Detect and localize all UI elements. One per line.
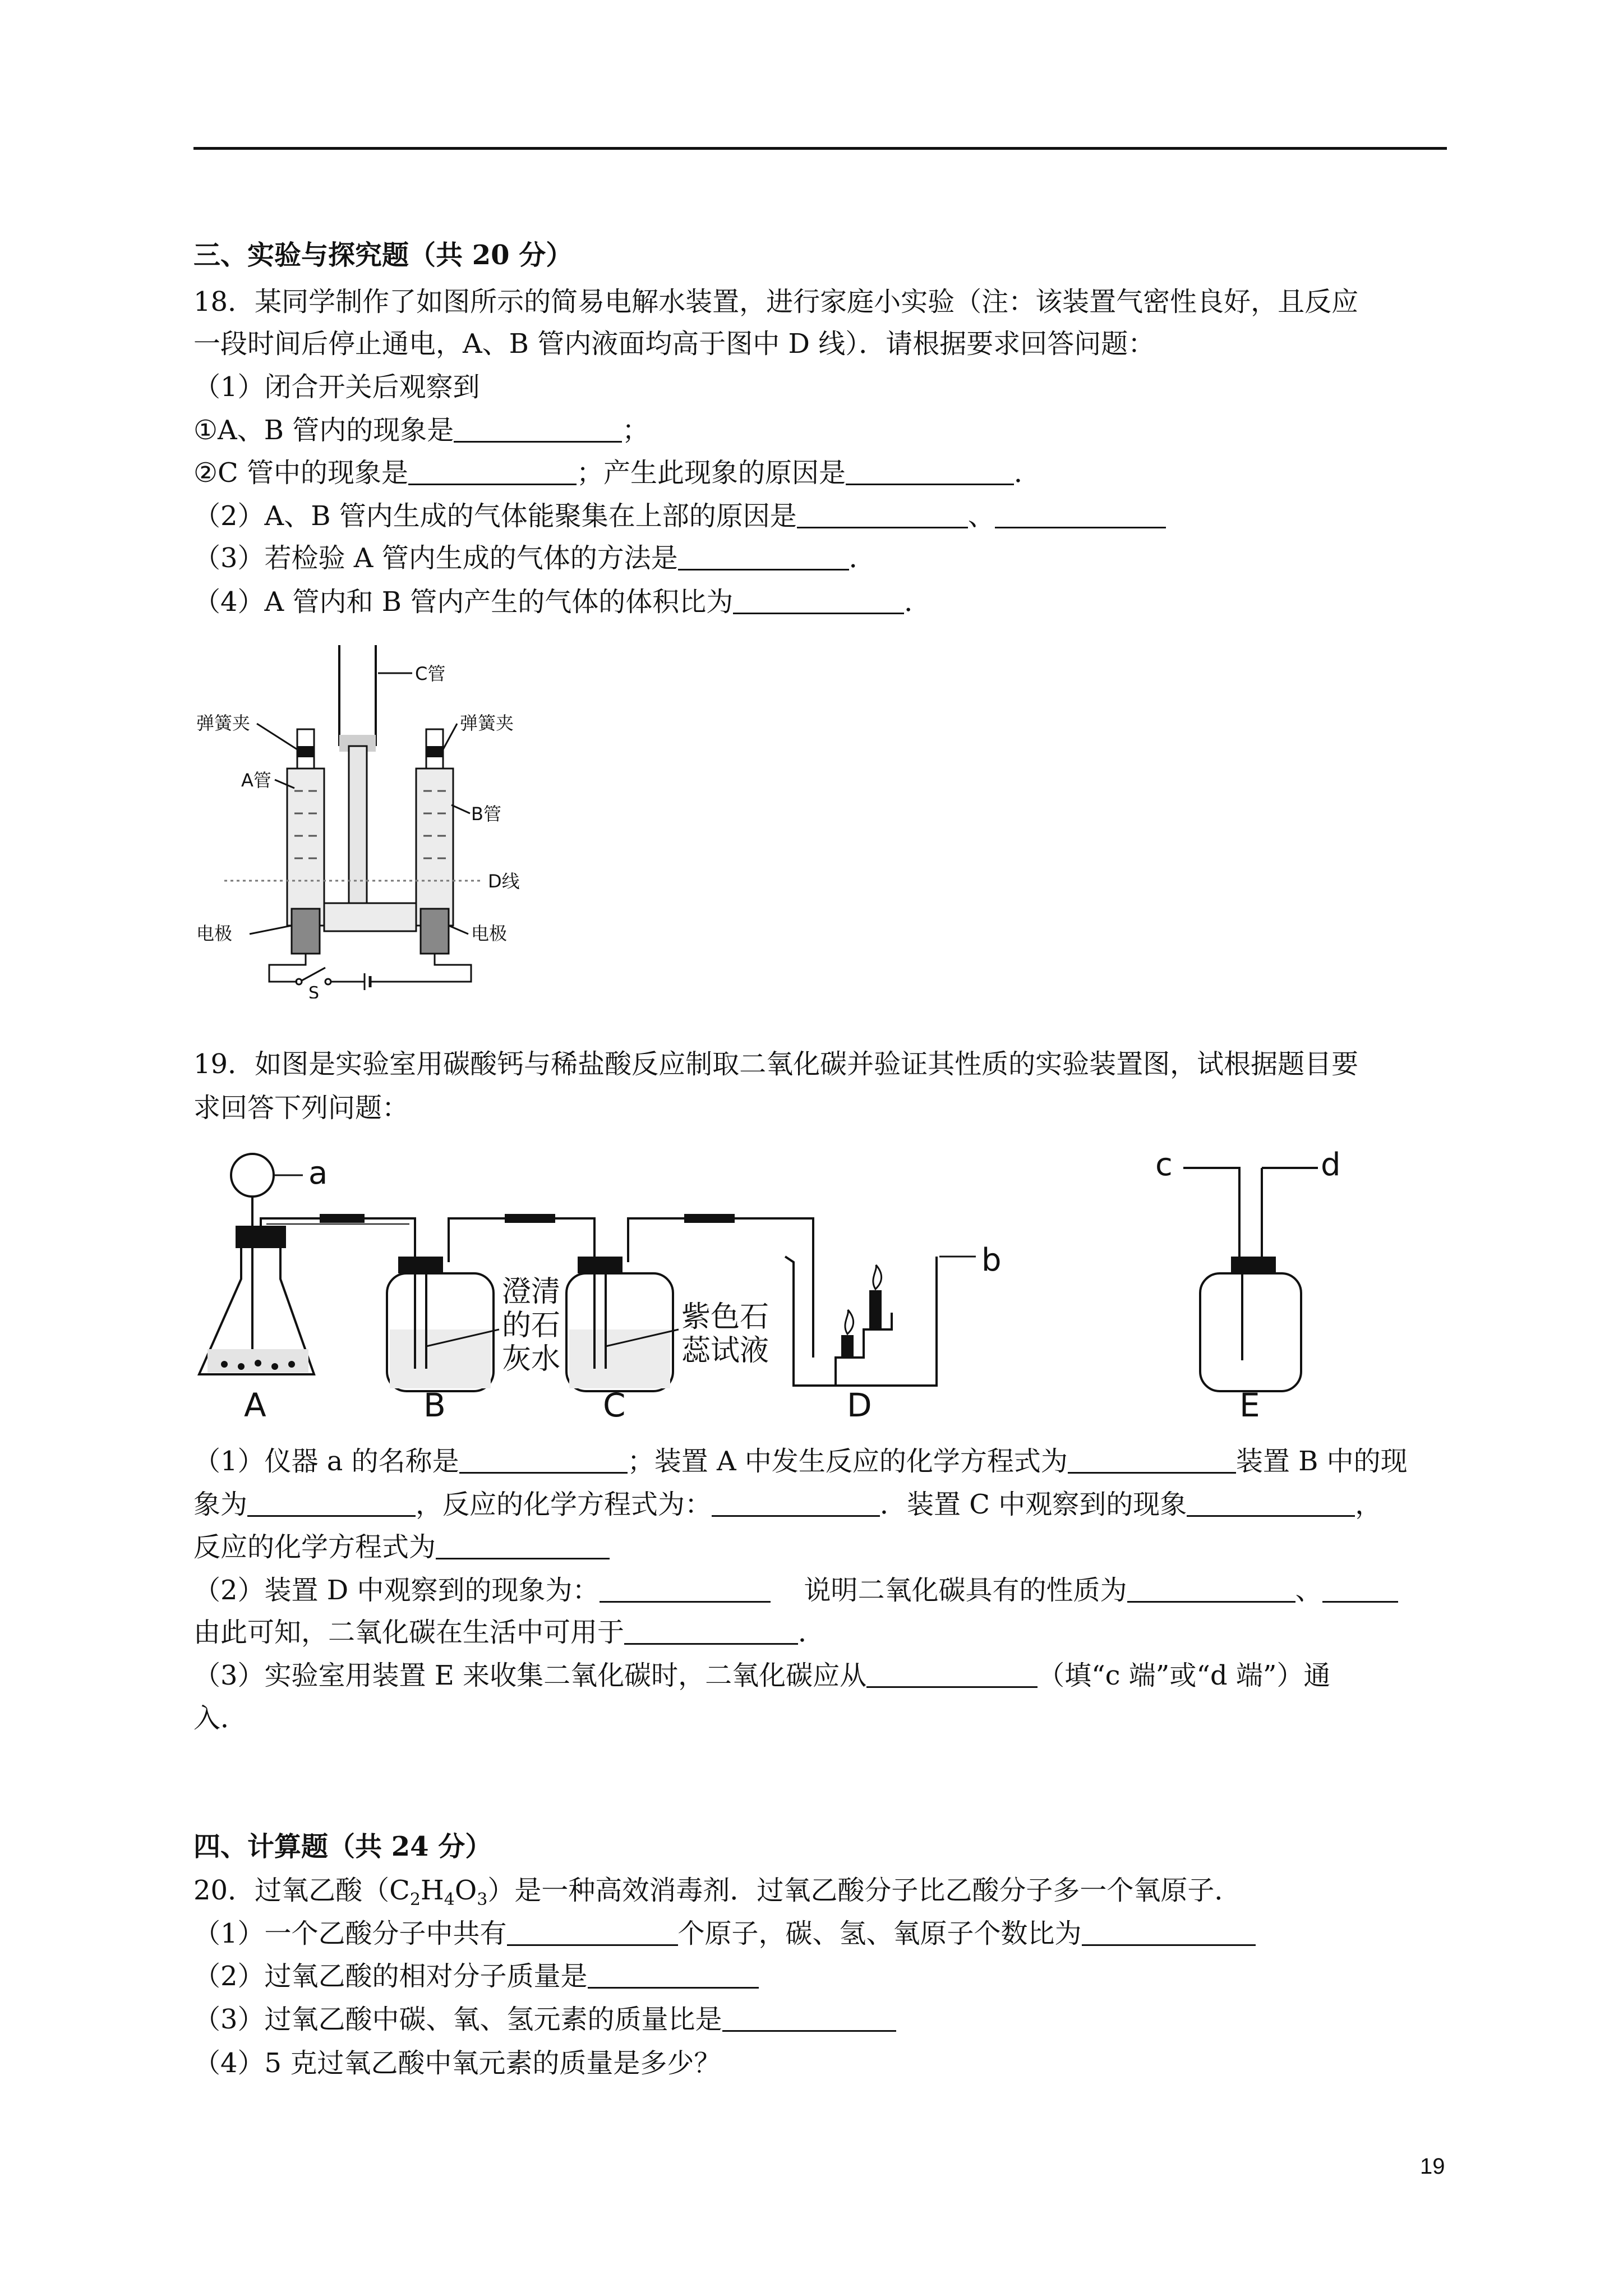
answer-blank[interactable] xyxy=(600,1576,771,1603)
co2-apparatus-figure xyxy=(191,1144,1481,1436)
q18-part2 xyxy=(193,499,1166,533)
q18-intro-line2: 一段时间后停止通电，A、B 管内液面均高于图中 D 线）．请根据要求回答问题： xyxy=(193,328,1155,360)
q20-part1-mid: 个原子，碳、氢、氧原子个数比为 xyxy=(677,1918,1082,1949)
electrode-left-label: 电极 xyxy=(196,923,233,944)
q19-line2-end: ， xyxy=(1355,1489,1382,1520)
q18-part4 xyxy=(193,585,931,619)
c-tube-label: C管 xyxy=(415,663,446,684)
answer-blank[interactable] xyxy=(1187,1490,1355,1517)
electrode-right-label: 电极 xyxy=(471,923,508,944)
b-liquid-line3: 灰水 xyxy=(502,1342,561,1376)
answer-blank[interactable] xyxy=(588,1962,759,1989)
answer-blank[interactable] xyxy=(1082,1920,1256,1946)
formula-sub: 4 xyxy=(444,1890,455,1910)
c-liquid-line1: 紫色石 xyxy=(681,1300,769,1334)
q20-part1 xyxy=(193,1917,1256,1950)
q18-part1a xyxy=(193,413,649,447)
q20-intro-text: 20．过氧乙酸（C xyxy=(193,1875,410,1906)
caption-a: A xyxy=(244,1386,266,1424)
b-liquid-line1: 澄清 xyxy=(502,1275,561,1309)
a-tube-label: A管 xyxy=(241,770,271,791)
q19-line4-mid: 说明二氧化碳具有的性质为 xyxy=(804,1575,1127,1606)
caption-d: D xyxy=(847,1386,872,1424)
answer-blank[interactable] xyxy=(507,1920,678,1946)
answer-blank[interactable] xyxy=(459,1447,628,1474)
answer-blank[interactable] xyxy=(678,544,849,570)
q18-intro-line1: 18．某同学制作了如图所示的简易电解水装置，进行家庭小实验（注：该装置气密性良好，且反应 xyxy=(193,286,1359,318)
q20-intro-end: ）是一种高效消毒剂．过氧乙酸分子比乙酸分子多一个氧原子． xyxy=(487,1875,1242,1906)
q20-part3-text: （3）过氧乙酸中碳、氧、氢元素的质量比是 xyxy=(193,2004,722,2035)
q19-line4-sep: 、 xyxy=(1295,1575,1322,1606)
q19-line1 xyxy=(193,1444,1408,1478)
q18-part2-sep: 、 xyxy=(967,500,995,532)
label-c: c xyxy=(1155,1147,1173,1183)
q18-part1b-reason: ；产生此现象的原因是 xyxy=(577,457,846,489)
q18-part3-text: （3）若检验 A 管内生成的气体的方法是 xyxy=(193,542,678,574)
b-liquid-line2: 的石 xyxy=(502,1309,561,1342)
q19-line1-text: （1）仪器 a 的名称是 xyxy=(193,1446,459,1477)
q19-line6-end: （填“c 端”或“d 端”）通 xyxy=(1038,1660,1331,1691)
q19-line2-mid1: ，反应的化学方程式为： xyxy=(416,1489,712,1520)
answer-blank[interactable] xyxy=(1127,1576,1295,1603)
b-tube-label: B管 xyxy=(471,803,501,825)
answer-blank[interactable] xyxy=(436,1533,610,1559)
answer-blank[interactable] xyxy=(733,588,904,614)
q19-line6 xyxy=(193,1659,1330,1692)
q19-line2 xyxy=(193,1488,1382,1521)
answer-blank[interactable] xyxy=(454,416,622,443)
answer-blank[interactable] xyxy=(1068,1447,1236,1474)
q19-line1-mid: ；装置 A 中发生反应的化学方程式为 xyxy=(627,1446,1068,1477)
q19-line1-end: 装置 B 中的现 xyxy=(1235,1446,1408,1477)
header-rule xyxy=(193,147,1447,150)
q20-part2-text: （2）过氧乙酸的相对分子质量是 xyxy=(193,1961,588,1992)
q18-part1b-end: ． xyxy=(1014,457,1041,489)
q19-intro-line2: 求回答下列问题： xyxy=(193,1092,409,1124)
answer-blank[interactable] xyxy=(995,502,1166,528)
clip-left-label: 弹簧夹 xyxy=(196,712,251,734)
answer-blank[interactable] xyxy=(722,2005,896,2032)
q20-intro xyxy=(193,1874,1241,1917)
section4-heading: 四、计算题（共 24 分） xyxy=(193,1831,492,1862)
q20-part3 xyxy=(193,2003,896,2036)
caption-e: E xyxy=(1239,1386,1260,1424)
caption-b: B xyxy=(423,1386,446,1424)
q18-part1: （1）闭合开关后观察到 xyxy=(193,371,480,403)
answer-blank[interactable] xyxy=(712,1490,880,1517)
clip-right-label: 弹簧夹 xyxy=(460,712,514,734)
answer-blank[interactable] xyxy=(866,1662,1038,1688)
q18-part1a-text: ①A、B 管内的现象是 xyxy=(193,415,454,446)
page-number: 19 xyxy=(1420,2154,1445,2179)
formula-sub: 3 xyxy=(477,1890,488,1910)
c-liquid-line2: 蕊试液 xyxy=(681,1334,769,1368)
q19-line6-text: （3）实验室用装置 E 来收集二氧化碳时，二氧化碳应从 xyxy=(193,1660,867,1691)
q18-part3-end: ． xyxy=(849,542,876,574)
answer-blank[interactable] xyxy=(846,459,1014,485)
electrolysis-figure xyxy=(191,639,572,999)
q19-line2-mid2: ．装置 C 中观察到的现象 xyxy=(880,1489,1187,1520)
q18-part1a-end: ； xyxy=(622,415,649,446)
q18-part2-text: （2）A、B 管内生成的气体能聚集在上部的原因是 xyxy=(193,500,797,532)
caption-c: C xyxy=(603,1386,626,1424)
formula-sub: 2 xyxy=(409,1890,421,1910)
q19-line5-end: ． xyxy=(798,1617,826,1648)
section3-heading: 三、实验与探究题（共 20 分） xyxy=(193,240,573,271)
q19-line3-text: 反应的化学方程式为 xyxy=(193,1531,436,1563)
q19-line5-text: 由此可知，二氧化碳在生活中可用于 xyxy=(193,1617,625,1648)
q19-line4-text: （2）装置 D 中观察到的现象为： xyxy=(193,1575,600,1606)
label-a: a xyxy=(308,1155,328,1191)
q19-line7: 入． xyxy=(193,1703,248,1734)
q18-part1b-text: ②C 管中的现象是 xyxy=(193,457,409,489)
label-b: b xyxy=(981,1242,1002,1278)
q18-part1b xyxy=(193,456,1041,490)
answer-blank[interactable] xyxy=(247,1490,416,1517)
switch-label: S xyxy=(308,983,320,999)
formula-o: O xyxy=(454,1875,477,1906)
q19-line5 xyxy=(193,1616,825,1649)
q18-part4-end: ． xyxy=(904,586,932,618)
q19-intro-line1: 19．如图是实验室用碳酸钙与稀盐酸反应制取二氧化碳并验证其性质的实验装置图，试根据题目要 xyxy=(193,1048,1359,1080)
q20-part2 xyxy=(193,1959,759,1993)
q19-line4 xyxy=(193,1573,1398,1607)
q20-part4: （4）5 克过氧乙酸中氧元素的质量是多少？ xyxy=(193,2047,721,2079)
answer-blank[interactable] xyxy=(797,502,968,528)
d-line-label: D线 xyxy=(488,871,520,892)
q19-line2-text: 象为 xyxy=(193,1489,248,1520)
answer-blank[interactable] xyxy=(1322,1576,1398,1603)
answer-blank[interactable] xyxy=(624,1618,798,1645)
answer-blank[interactable] xyxy=(408,459,577,485)
q19-line3 xyxy=(193,1530,610,1564)
label-d: d xyxy=(1321,1147,1341,1183)
q20-part1-text: （1）一个乙酸分子中共有 xyxy=(193,1918,507,1949)
formula-h: H xyxy=(420,1875,444,1906)
q18-part4-text: （4）A 管内和 B 管内产生的气体的体积比为 xyxy=(193,586,734,618)
q18-part3 xyxy=(193,541,876,575)
